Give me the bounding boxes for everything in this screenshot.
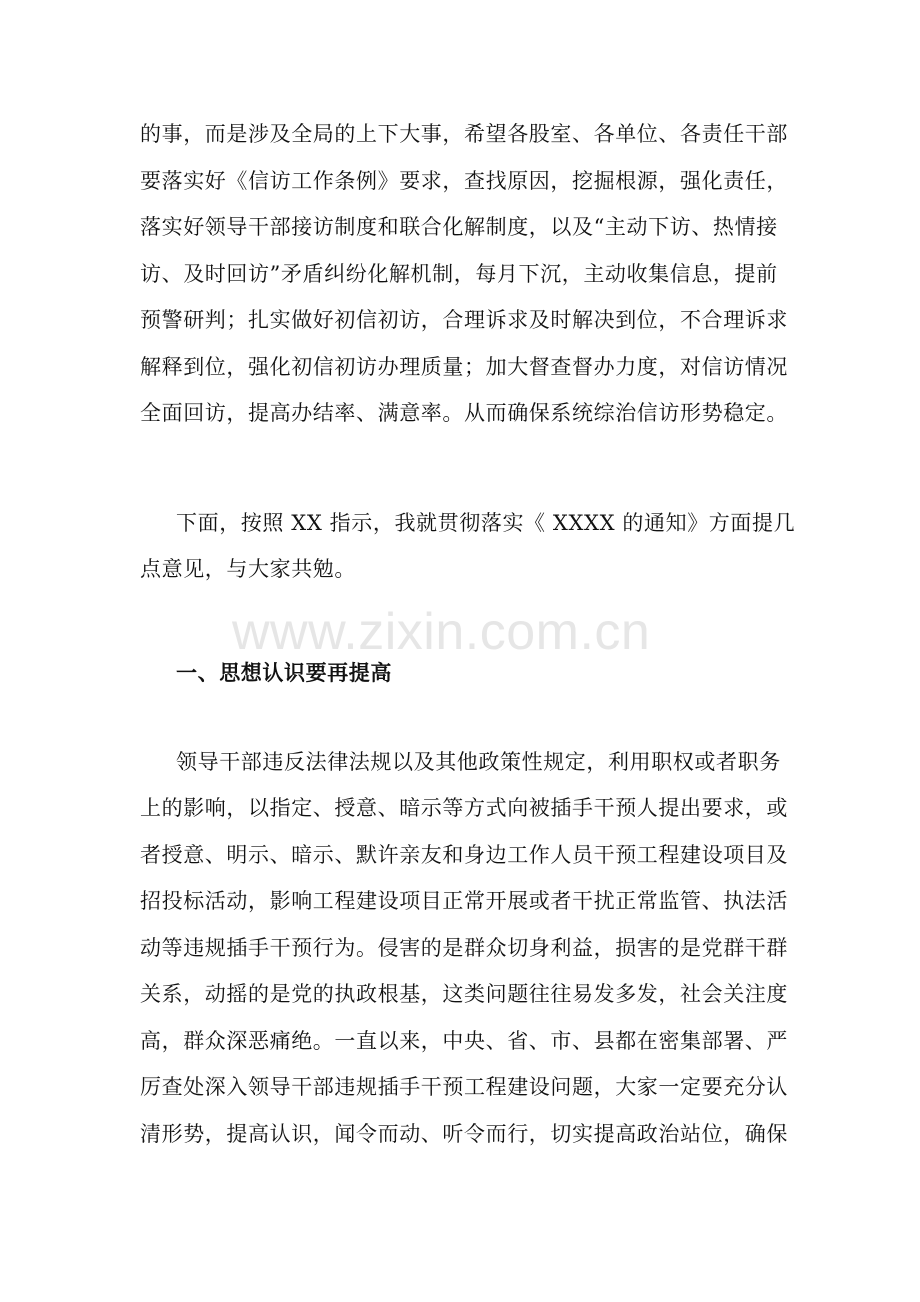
paragraph-line: 解释到位，强化初信初访办理质量；加大督查督办力度，对信访情况 bbox=[140, 355, 788, 379]
section-heading: 一、思想认识要再提高 bbox=[176, 661, 392, 685]
paragraph-line: 预警研判；扎实做好初信初访，合理诉求及时解决到位，不合理诉求 bbox=[140, 308, 788, 332]
paragraph-line: 厉查处深入领导干部违规插手干预工程建设问题，大家一定要充分认 bbox=[140, 1075, 788, 1099]
watermark: www.zixin.com.cn bbox=[232, 603, 651, 661]
paragraph-line: 的事，而是涉及全局的上下大事，希望各股室、各单位、各责任干部 bbox=[140, 122, 788, 146]
paragraph-line: 上的影响，以指定、授意、暗示等方式向被插手干预人提出要求，或 bbox=[140, 796, 788, 820]
paragraph-line: 清形势，提高认识，闻令而动、听令而行，切实提高政治站位，确保 bbox=[140, 1122, 788, 1146]
paragraph-line: 动等违规插手干预行为。侵害的是群众切身利益，损害的是党群干群 bbox=[140, 936, 788, 960]
paragraph-line: 招投标活动，影响工程建设项目正常开展或者干扰正常监管、执法活 bbox=[140, 889, 788, 913]
paragraph-line: 关系，动摇的是党的执政根基，这类问题往往易发多发，社会关注度 bbox=[140, 982, 788, 1006]
paragraph-line: 全面回访，提高办结率、满意率。从而确保系统综治信访形势稳定。 bbox=[140, 401, 788, 425]
paragraph-line: 高，群众深恶痛绝。一直以来，中央、省、市、县都在密集部署、严 bbox=[140, 1029, 788, 1053]
paragraph-line: 访、及时回访”矛盾纠纷化解机制，每月下沉，主动收集信息，提前 bbox=[140, 262, 778, 286]
paragraph-line: 落实好领导干部接访制度和联合化解制度，以及“主动下访、热情接 bbox=[140, 215, 778, 239]
paragraph-line: 要落实好《信访工作条例》要求，查找原因，挖掘根源，强化责任， bbox=[140, 169, 788, 193]
paragraph-line: 领导干部违反法律法规以及其他政策性规定，利用职权或者职务 bbox=[176, 750, 781, 774]
paragraph-line: 点意见，与大家共勉。 bbox=[140, 557, 356, 581]
paragraph-line: 下面，按照 XX 指示，我就贯彻落实《 XXXX 的通知》方面提几 bbox=[176, 511, 796, 535]
paragraph-line: 者授意、明示、暗示、默许亲友和身边工作人员干预工程建设项目及 bbox=[140, 843, 788, 867]
